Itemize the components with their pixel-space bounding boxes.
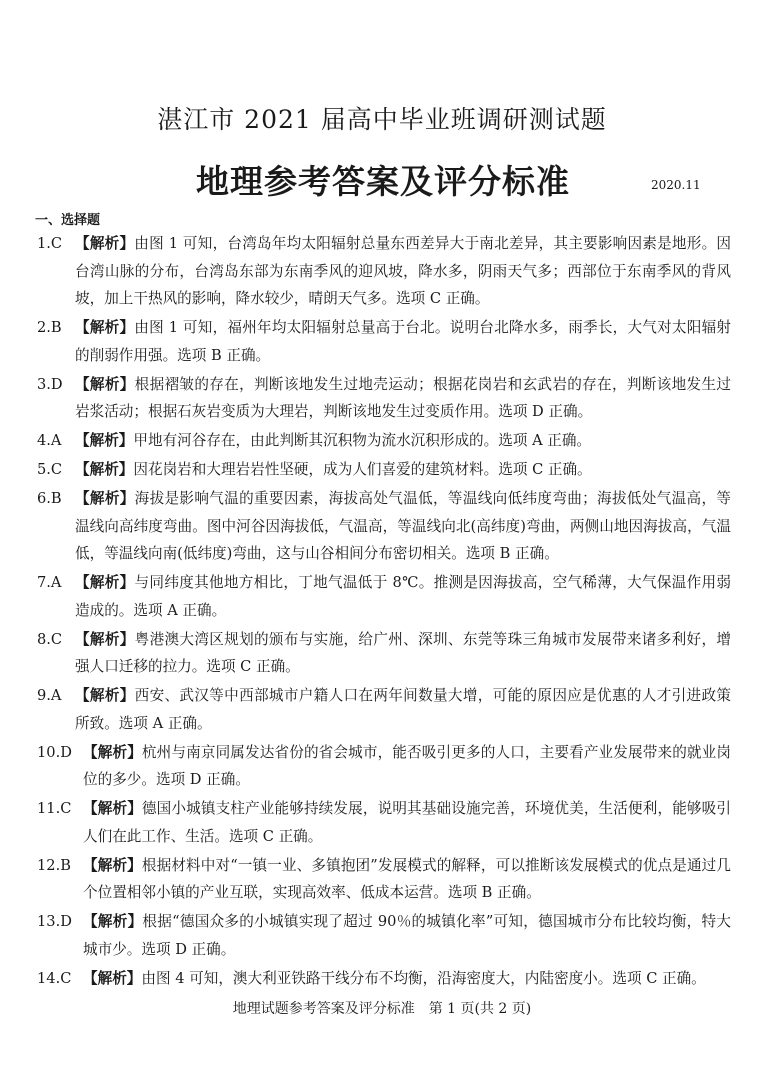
answer-body xyxy=(75,485,731,568)
analysis-tag: 【解析】 xyxy=(83,800,142,817)
answer-item xyxy=(37,852,731,907)
answer-item xyxy=(37,908,731,963)
analysis-tag: 【解析】 xyxy=(75,432,134,449)
analysis-tag: 【解析】 xyxy=(75,375,135,393)
analysis-tag: 【解析】 xyxy=(75,490,135,507)
answer-item xyxy=(37,569,731,624)
answer-text: 杭州与南京同属发达省份的省会城市，能否吸引更多的人口，主要看产业发展带来的就业岗位的多少。选项 D 正确。 xyxy=(83,743,731,788)
answer-number: 1.C xyxy=(37,235,63,252)
page-footer: 地理试题参考答案及评分标准 第 1 页(共 2 页) xyxy=(232,1001,532,1017)
answer-body xyxy=(83,739,731,794)
answer-body xyxy=(75,371,731,426)
answer-text: 根据褶皱的存在，判断该地发生过地壳运动；根据花岗岩和玄武岩的存在，判断该地发生过岩浆活动；根据石灰岩变质为大理岩，判断该地发生过变质作用。选项 D 正确。 xyxy=(75,375,731,420)
analysis-tag: 【解析】 xyxy=(75,630,135,648)
document-subtitle: 地理参考答案及评分标准 xyxy=(196,162,570,201)
answer-item xyxy=(37,626,731,681)
answer-body xyxy=(83,965,731,993)
answer-number: 13.D xyxy=(37,913,72,930)
answer-number: 9.A xyxy=(37,687,62,704)
answer-body xyxy=(75,427,731,455)
answer-text: 甲地有河谷存在，由此判断其沉积物为流水沉积形成的。选项 A 正确。 xyxy=(133,432,592,449)
analysis-tag: 【解析】 xyxy=(75,687,135,704)
answer-text: 粤港澳大湾区规划的颁布与实施，给广州、深圳、东莞等珠三角城市发展带来诸多利好，增强人口迁移的拉力。选项 C 正确。 xyxy=(75,630,731,675)
answer-text: 德国小城镇支柱产业能够持续发展，说明其基础设施完善，环境优美，生活便利，能够吸引人们在此工作、生活。选项 C 正确。 xyxy=(83,800,731,845)
answer-number: 8.C xyxy=(37,630,63,648)
answer-text: 根据“德国众多的小城镇实现了超过 90％的城镇化率”可知，德国城市分布比较均衡，特大城市少。选项 D 正确。 xyxy=(83,913,731,958)
answer-item xyxy=(37,485,731,568)
answer-item xyxy=(37,682,731,737)
analysis-tag: 【解析】 xyxy=(75,319,135,336)
answer-text: 由图 1 可知，台湾岛年均太阳辐射总量东西差异大于南北差异，其主要影响因素是地形。因台湾山脉的分布，台湾岛东部为东南季风的迎风坡，降水多，阴雨天气多；西部位于东南季风的背风坡，加上干热风的影响，降水较少，晴朗天气多。选项 C 正确。 xyxy=(75,235,731,307)
answer-item xyxy=(37,314,731,369)
answer-item xyxy=(37,795,731,850)
document-title: 湛江市 2021 届高中毕业班调研测试题 xyxy=(157,105,607,134)
answer-number: 3.D xyxy=(37,375,63,393)
answer-body xyxy=(83,908,731,963)
answer-text: 因花岗岩和大理岩岩性坚硬，成为人们喜爱的建筑材料。选项 C 正确。 xyxy=(133,461,592,478)
answer-number: 7.A xyxy=(37,574,62,591)
answer-body xyxy=(75,314,731,369)
analysis-tag: 【解析】 xyxy=(83,913,143,930)
answer-item xyxy=(37,965,731,993)
answer-text: 与同纬度其他地方相比，丁地气温低于 8℃。推测是因海拔高，空气稀薄，大气保温作用弱造成的。选项 A 正确。 xyxy=(75,574,731,619)
answer-text: 根据材料中对“一镇一业、多镇抱团”发展模式的解释，可以推断该发展模式的优点是通过几个位置相邻小镇的产业互联，实现高效率、低成本运营。选项 B 正确。 xyxy=(83,856,731,901)
document-date: 2020.11 xyxy=(651,178,701,192)
answer-text: 由图 4 可知，澳大利亚铁路干线分布不均衡，沿海密度大，内陆密度小。选项 C 正确。 xyxy=(141,969,706,987)
analysis-tag: 【解析】 xyxy=(75,574,135,591)
answer-item xyxy=(37,371,731,426)
analysis-tag: 【解析】 xyxy=(75,461,134,478)
answer-number: 6.B xyxy=(37,490,62,507)
answer-body xyxy=(75,569,731,624)
answer-body xyxy=(75,456,731,484)
answer-body xyxy=(75,682,731,737)
answer-text: 海拔是影响气温的重要因素，海拔高处气温低，等温线向低纬度弯曲；海拔低处气温高，等温线向高纬度弯曲。图中河谷因海拔低，气温高，等温线向北(高纬度)弯曲，两侧山地因海拔高，气温低，等温线向南(低纬度)弯曲，这与山谷相间分布密切相关。选项 B 正确。 xyxy=(75,490,731,562)
answer-item xyxy=(37,456,731,484)
answer-number: 2.B xyxy=(37,319,62,336)
answer-text: 西安、武汉等中西部城市户籍人口在两年间数量大增，可能的原因应是优惠的人才引进政策所致。选项 A 正确。 xyxy=(75,687,731,732)
answer-number: 4.A xyxy=(37,432,62,449)
answer-number: 14.C xyxy=(37,969,72,987)
analysis-tag: 【解析】 xyxy=(83,969,142,987)
answer-item xyxy=(37,739,731,794)
answer-body xyxy=(75,230,731,313)
answer-number: 12.B xyxy=(37,856,71,874)
answer-body xyxy=(83,852,731,907)
analysis-tag: 【解析】 xyxy=(83,743,142,761)
answer-text: 由图 1 可知，福州年均太阳辐射总量高于台北。说明台北降水多，雨季长，大气对太阳辐射的削弱作用强。选项 B 正确。 xyxy=(75,319,731,364)
answer-body xyxy=(83,795,731,850)
answer-item xyxy=(37,427,731,455)
answer-number: 10.D xyxy=(37,743,72,761)
section-heading: 一、选择题 xyxy=(35,213,101,228)
analysis-tag: 【解析】 xyxy=(75,235,135,252)
answer-item xyxy=(37,230,731,313)
analysis-tag: 【解析】 xyxy=(83,856,142,874)
answer-number: 11.C xyxy=(37,800,72,817)
answer-body xyxy=(75,626,731,681)
answer-number: 5.C xyxy=(37,461,63,478)
answer-list xyxy=(37,230,731,992)
